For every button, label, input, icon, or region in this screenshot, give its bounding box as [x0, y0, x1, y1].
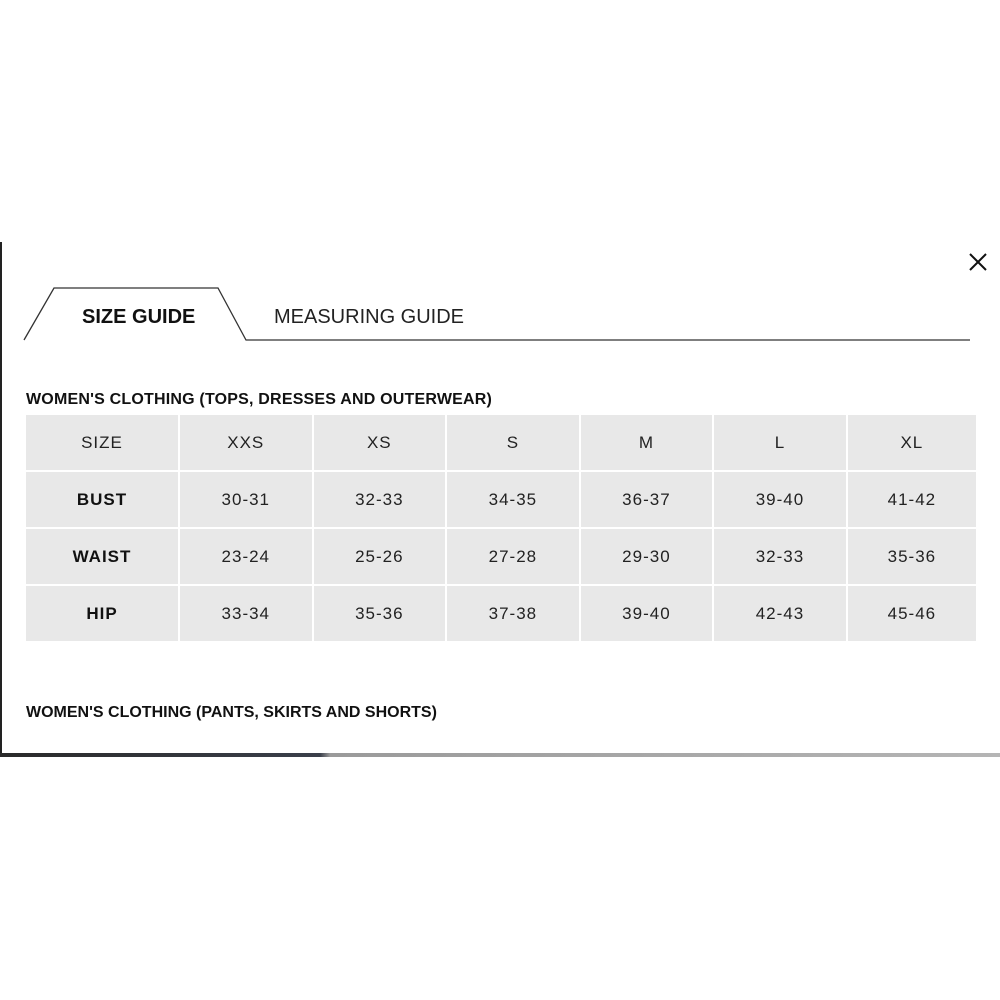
table-cell: 42-43	[714, 586, 848, 641]
table-cell: 33-34	[180, 586, 314, 641]
table-header-row	[26, 415, 976, 472]
header-cell: S	[447, 415, 581, 472]
section-title-tops: WOMEN'S CLOTHING (TOPS, DRESSES AND OUTERWEAR)	[26, 391, 493, 408]
table-row-bust	[26, 472, 976, 529]
table-cell: 32-33	[714, 529, 848, 586]
section-title-bottoms-text: WOMEN'S CLOTHING (PANTS, SKIRTS AND SHORTS)	[26, 704, 437, 721]
table-cell: 35-36	[314, 586, 448, 641]
row-label-waist: WAIST	[26, 529, 180, 586]
table-cell: 25-26	[314, 529, 448, 586]
modal-bottom-edge	[0, 753, 1000, 757]
close-icon	[966, 250, 990, 274]
header-cell: M	[581, 415, 715, 472]
table-cell: 35-36	[848, 529, 976, 586]
tab-measuring-guide[interactable]: MEASURING GUIDE	[274, 306, 465, 328]
section-title-bottoms	[26, 700, 526, 721]
close-button[interactable]	[966, 250, 990, 274]
row-label-bust: BUST	[26, 472, 180, 529]
size-table	[26, 415, 976, 641]
table-cell: 39-40	[714, 472, 848, 529]
header-cell: SIZE	[26, 415, 180, 472]
table-cell: 37-38	[447, 586, 581, 641]
row-label-hip: HIP	[26, 586, 180, 641]
table-row-hip	[26, 586, 976, 641]
tab-size-guide[interactable]: SIZE GUIDE	[82, 306, 196, 328]
table-cell: 27-28	[447, 529, 581, 586]
header-cell: XL	[848, 415, 976, 472]
table-cell: 41-42	[848, 472, 976, 529]
table-cell: 29-30	[581, 529, 715, 586]
table-cell: 30-31	[180, 472, 314, 529]
table-cell: 34-35	[447, 472, 581, 529]
header-cell: XXS	[180, 415, 314, 472]
header-cell: XS	[314, 415, 448, 472]
table-cell: 39-40	[581, 586, 715, 641]
table-cell: 23-24	[180, 529, 314, 586]
header-cell: L	[714, 415, 848, 472]
table-cell: 45-46	[848, 586, 976, 641]
table-cell: 36-37	[581, 472, 715, 529]
table-row-waist	[26, 529, 976, 586]
table-cell: 32-33	[314, 472, 448, 529]
